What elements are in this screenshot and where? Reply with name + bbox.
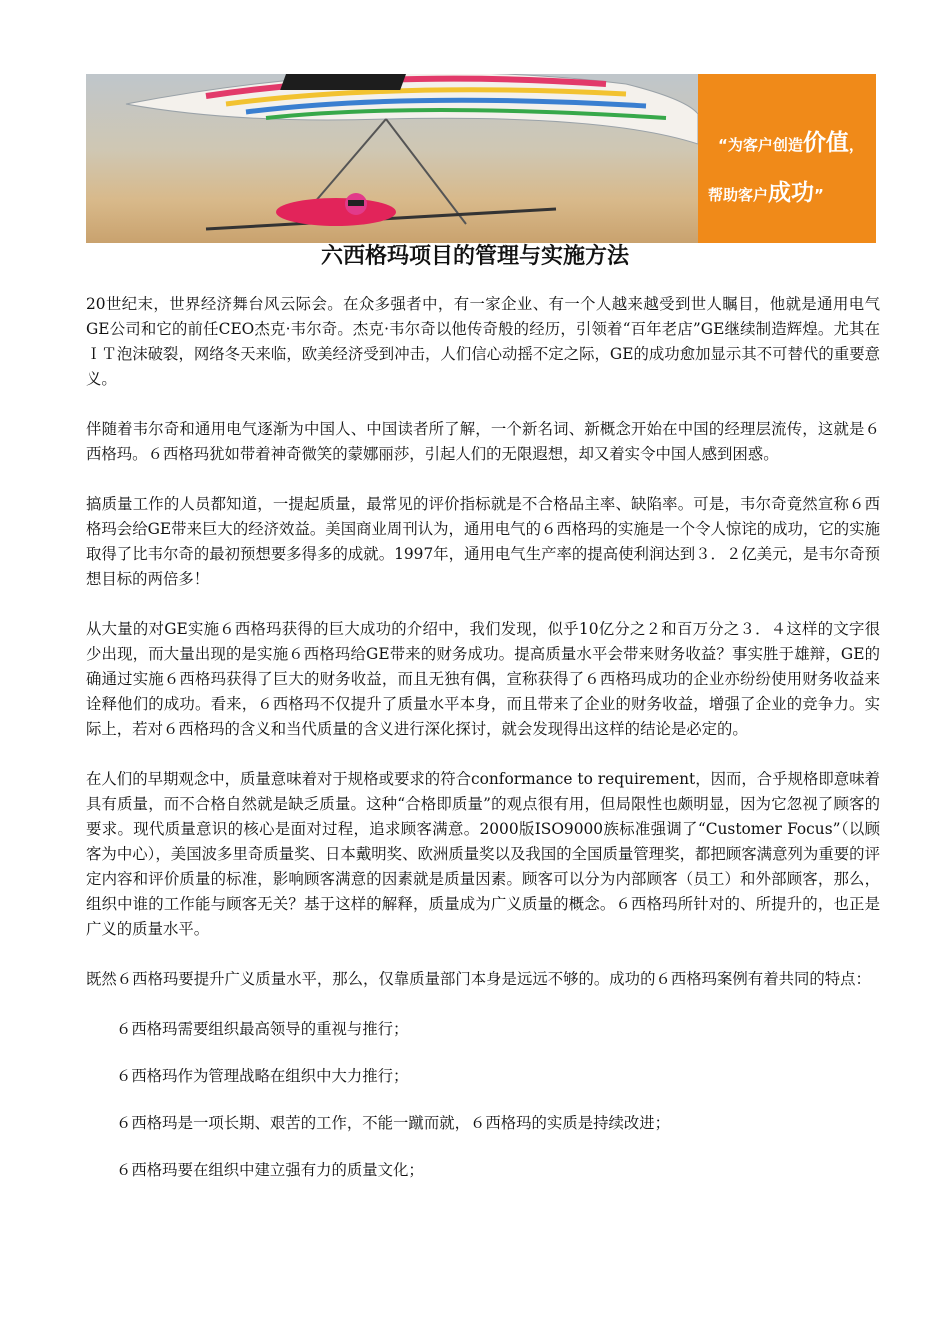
- paragraph: 伴随着韦尔奇和通用电气逐渐为中国人、中国读者所了解，一个新名词、新概念开始在中国的经理层流传，这就是６西格玛。６西格玛犹如带着神奇微笑的蒙娜丽莎，引起人们的无限遐想，却又着实令中国人感到困惑。: [86, 420, 880, 463]
- list-item: ６西格玛要在组织中建立强有力的质量文化；: [116, 1161, 424, 1179]
- hang-glider-illustration: [86, 74, 698, 243]
- paragraph: 从大量的对GE实施６西格玛获得的巨大成功的介绍中，我们发现，似乎10亿分之２和百万分之３．４这样的文字很少出现，而大量出现的是实施６西格玛给GE带来的财务成功。提高质量水平会带来财务收益？事实胜于雄辩，GE的确通过实施６西格玛获得了巨大的财务收益，而且无独有偶，宣称获得了６西格玛成功的企业亦纷纷使用财务收益来诠释他们的成功。看来，６西格玛不仅提升了质量水平本身，而且带来了企业的财务收益，增强了企业的竞争力。实际上，若对６西格玛的含义和当代质量的含义进行深化探讨，就会发现得出这样的结论是必定的。: [86, 620, 880, 738]
- hang-glider-photo: [86, 74, 698, 243]
- slogan-panel: [698, 74, 876, 243]
- list-item: ６西格玛是一项长期、艰苦的工作，不能一蹴而就，６西格玛的实质是持续改进；: [116, 1114, 671, 1132]
- paragraph: 搞质量工作的人员都知道，一提起质量，最常见的评价指标就是不合格品主率、缺陷率。可是，韦尔奇竟然宣称６西格玛会给GE带来巨大的经济效益。美国商业周刊认为，通用电气的６西格玛的实施是一个令人惊诧的成功，它的实施取得了比韦尔奇的最初预想要多得多的成就。1997年，通用电气生产率的提高使利润达到３．２亿美元，是韦尔奇预想目标的两倍多！: [86, 495, 880, 588]
- paragraph: 既然６西格玛要提升广义质量水平，那么，仅靠质量部门本身是远远不够的。成功的６西格玛案例有着共同的特点：: [86, 970, 871, 988]
- header-banner: [86, 74, 876, 243]
- paragraph: 20世纪末，世界经济舞台风云际会。在众多强者中，有一家企业、有一个人越来越受到世人瞩目，他就是通用电气GE公司和它的前任CEO杰克·韦尔奇。杰克·韦尔奇以他传奇般的经历，引领着“百年老店”GE继续制造辉煌。尤其在ＩＴ泡沫破裂，网络冬天来临，欧美经济受到冲击，人们信心动摇不定之际，GE的成功愈加显示其不可替代的重要意义。: [86, 295, 880, 388]
- list-item: ６西格玛需要组织最高领导的重视与推行；: [116, 1020, 409, 1038]
- document-title: 六西格玛项目的管理与实施方法: [320, 243, 629, 269]
- document-body: [86, 292, 880, 1205]
- paragraph: 在人们的早期观念中，质量意味着对于规格或要求的符合conformance to requirement，因而，合乎规格即意味着具有质量，而不合格自然就是缺乏质量。这种“合格即质量”的观点很有用，但局限性也颇明显，因为它忽视了顾客的要求。现代质量意识的核心是面对过程，追求顾客满意。2000版ISO9000族标准强调了“Customer Focus”（以顾客为中心），美国波多里奇质量奖、日本戴明奖、欧洲质量奖以及我国的全国质量管理奖，都把顾客满意列为重要的评定内容和评价质量的标准，影响顾客满意的因素就是质量因素。顾客可以分为内部顾客（员工）和外部顾客，那么，组织中谁的工作能与顾客无关？基于这样的解释，质量成为广义质量的概念。６西格玛所针对的、所提升的，也正是广义的质量水平。: [86, 770, 880, 938]
- list-item: ６西格玛作为管理战略在组织中大力推行；: [116, 1067, 409, 1085]
- slogan-line-2: 帮助客户成功”: [708, 180, 824, 206]
- slogan-line-1: “为客户创造价值，: [718, 130, 864, 156]
